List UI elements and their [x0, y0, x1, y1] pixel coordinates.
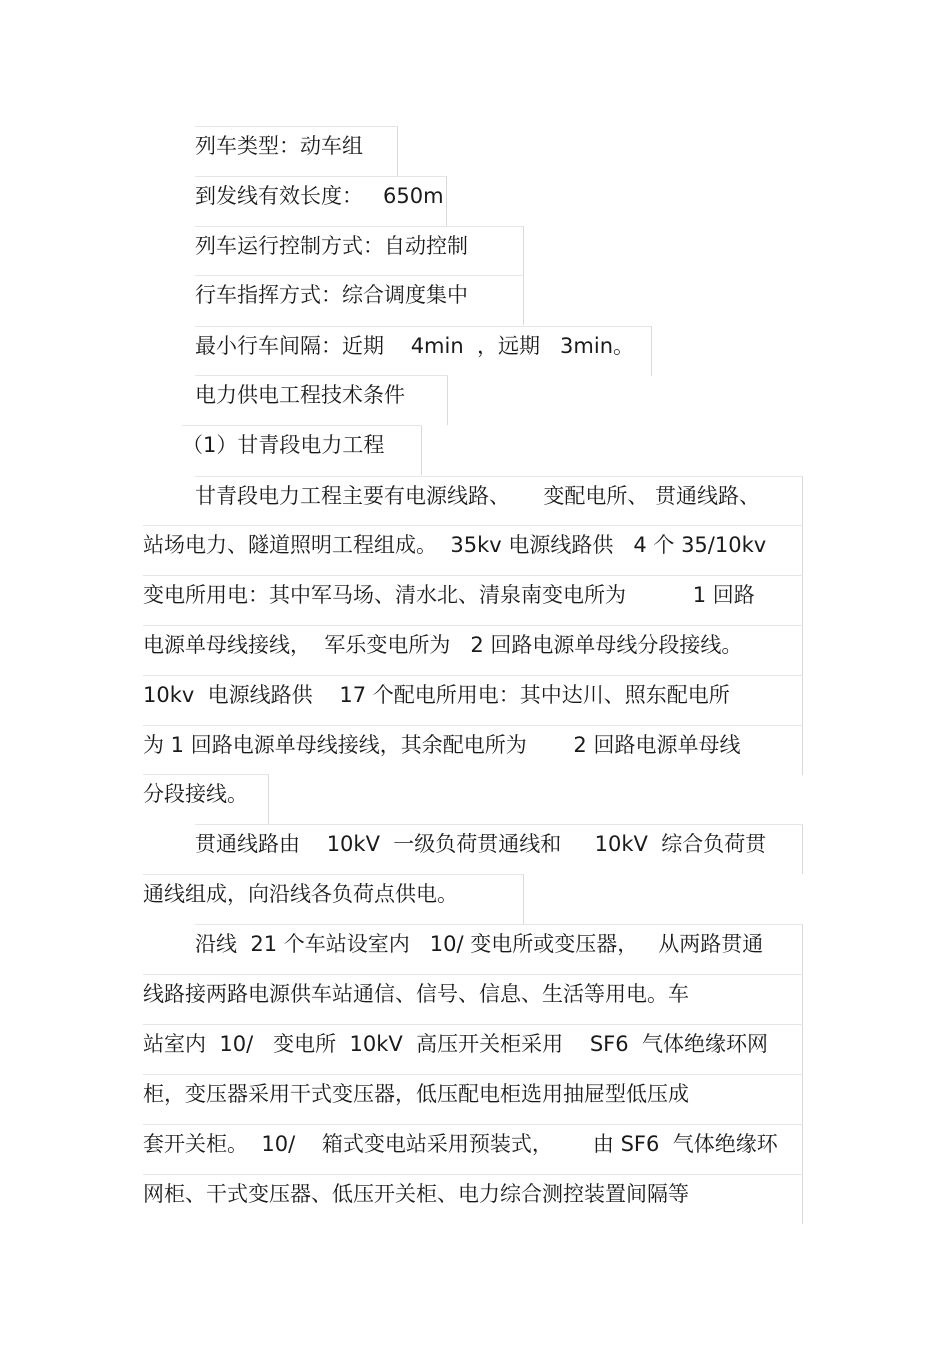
- paragraph-3-line-6: 网柜、干式变压器、低压开关柜、电力综合测控装置间隔等: [143, 1174, 803, 1224]
- paragraph-1-line-7: 分段接线。: [143, 774, 269, 824]
- paragraph-2-line-1: 贯通线路由 10kV 一级负荷贯通线和 10kV 综合负荷贯: [195, 824, 803, 874]
- paragraph-3-line-1: 沿线 21 个车站设室内 10/ 变电所或变压器， 从两路贯通: [195, 924, 803, 974]
- train-control-line: 列车运行控制方式：自动控制: [195, 226, 524, 276]
- min-interval-line: 最小行车间隔：近期 4min ，远期 3min。: [195, 326, 652, 376]
- paragraph-1-line-1: 甘青段电力工程主要有电源线路、 变配电所、 贯通线路、: [195, 476, 803, 526]
- paragraph-1-line-2: 站场电力、隧道照明工程组成。 35kv 电源线路供 4 个 35/10kv: [143, 525, 803, 575]
- paragraph-3-line-5: 套开关柜。 10/ 箱式变电站采用预装式， 由 SF6 气体绝缘环: [143, 1124, 803, 1174]
- paragraph-3-line-4: 柜，变压器采用干式变压器，低压配电柜选用抽屉型低压成: [143, 1074, 803, 1124]
- paragraph-3-line-3: 站室内 10/ 变电所 10kV 高压开关柜采用 SF6 气体绝缘环网: [143, 1024, 803, 1074]
- paragraph-2-line-2: 通线组成，向沿线各负荷点供电。: [143, 874, 524, 924]
- paragraph-1-line-5: 10kv 电源线路供 17 个配电所用电：其中达川、照东配电所: [143, 675, 803, 725]
- paragraph-1-line-3: 变电所用电：其中军马场、清水北、清泉南变电所为 1 回路: [143, 575, 803, 625]
- track-length-line: 到发线有效长度： 650m: [195, 176, 447, 226]
- paragraph-1-line-6: 为 1 回路电源单母线接线，其余配电所为 2 回路电源单母线: [143, 725, 803, 775]
- section-heading: 电力供电工程技术条件: [195, 375, 448, 425]
- dispatch-mode-line: 行车指挥方式：综合调度集中: [195, 275, 524, 325]
- train-type-line: 列车类型：动车组: [195, 126, 398, 176]
- paragraph-3-line-2: 线路接两路电源供车站通信、信号、信息、生活等用电。车: [143, 974, 803, 1024]
- subsection-heading: （1）甘青段电力工程: [182, 425, 422, 475]
- paragraph-1-line-4: 电源单母线接线， 军乐变电所为 2 回路电源单母线分段接线。: [143, 625, 803, 675]
